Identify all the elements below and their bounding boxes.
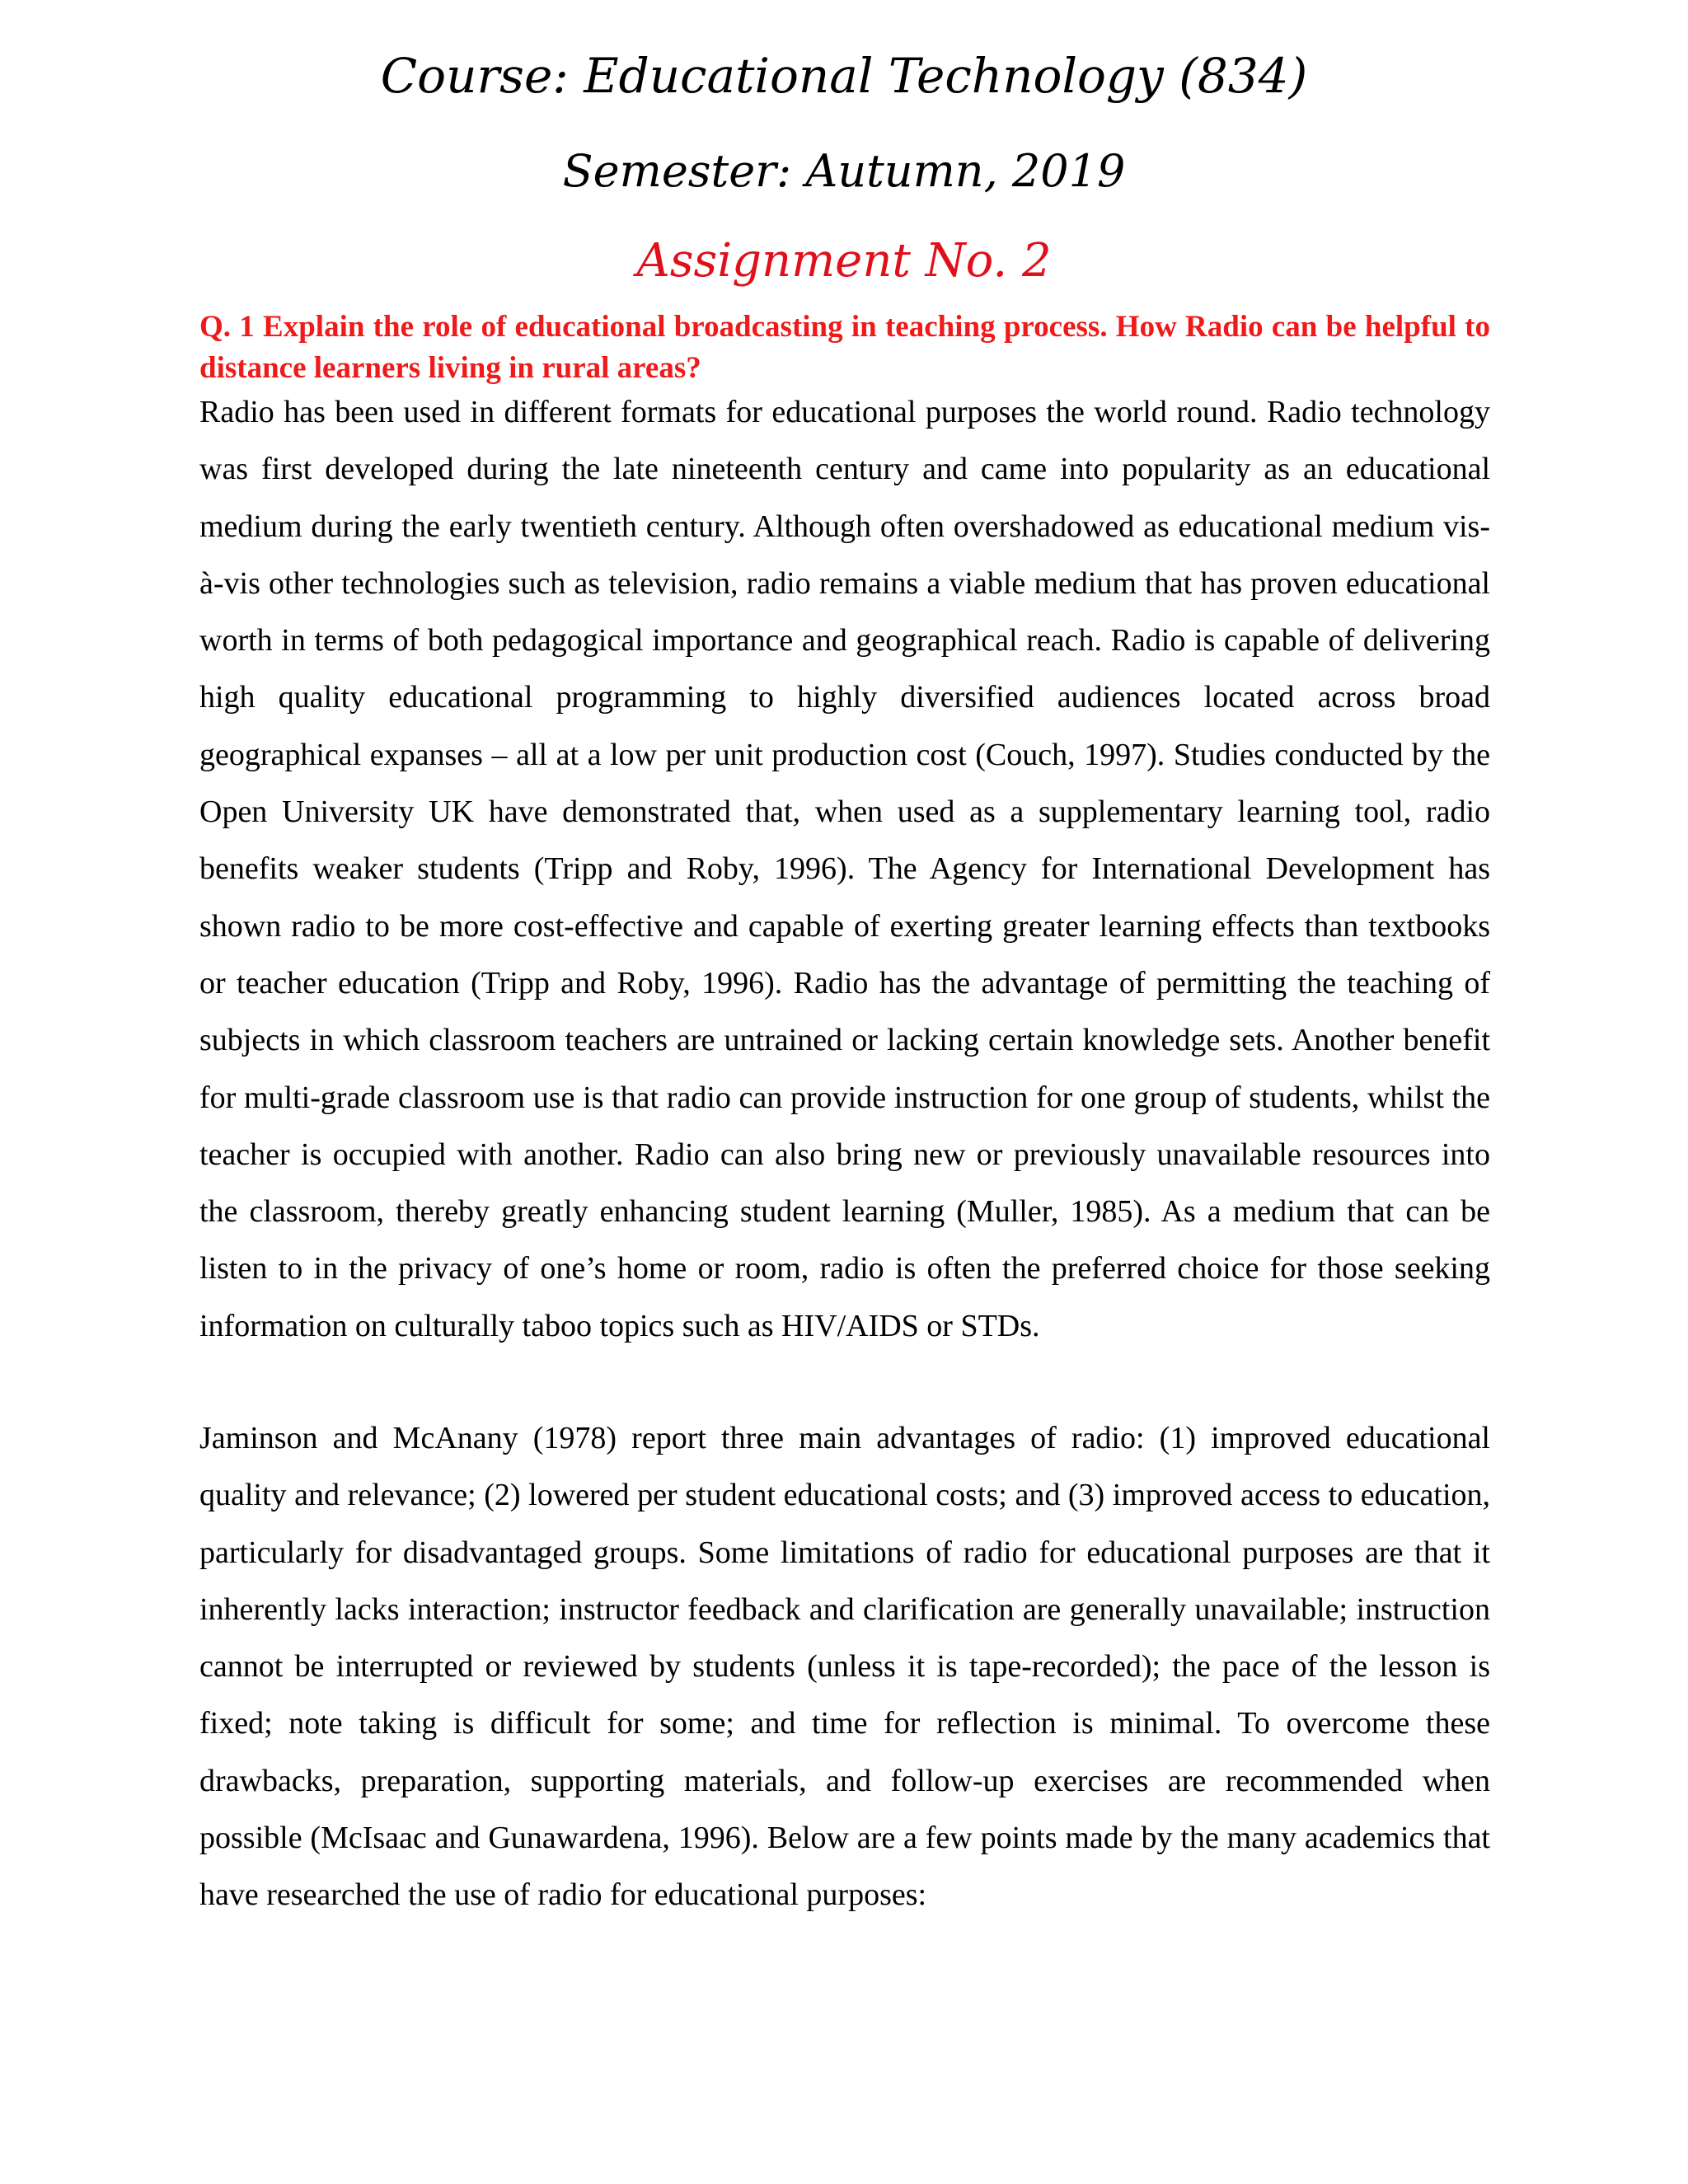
- answer-paragraph: Radio has been used in different formats for educational purposes the world round. Radio technology was first developed during the late nineteenth century and came into popularity as an educational medium during the early twentieth century. Although often overshadowed as educational medium vis-à-vis other technologies such as television, radio remains a viable medium that has proven educational worth in terms of both pedagogical importance and geographical reach. Radio is capable of delivering high quality educational programming to highly diversified audiences located across broad geographical expanses – all at a low per unit production cost (Couch, 1997). Studies conducted by the Open University UK have demonstrated that, when used as a supplementary learning tool, radio benefits weaker students (Tripp and Roby, 1996). The Agency for International Development has shown radio to be more cost-effective and capable of exerting greater learning effects than textbooks or teacher education (Tripp and Roby, 1996). Radio has the advantage of permitting the teaching of subjects in which classroom teachers are untrained or lacking certain knowledge sets. Another benefit for multi-grade classroom use is that radio can provide instruction for one group of students, whilst the teacher is occupied with another. Radio can also bring new or previously unavailable resources into the classroom, thereby greatly enhancing student learning (Muller, 1985). As a medium that can be listen to in the privacy of one’s home or room, radio is often the preferred choice for those seeking information on culturally taboo topics such as HIV/AIDS or STDs.: [199, 395, 1490, 1343]
- assignment-number-heading: Assignment No. 2: [636, 234, 1052, 288]
- answer-paragraph: Jaminson and McAnany (1978) report three main advantages of radio: (1) improved educational quality and relevance; (2) lowered per student educational costs; and (3) improved access to education, particularly for disadvantaged groups. Some limitations of radio for educational purposes are that it inherently lacks interaction; instructor feedback and clarification are generally unavailable; instruction cannot be interrupted or reviewed by students (unless it is tape-recorded); the pace of the lesson is fixed; note taking is difficult for some; and time for reflection is minimal. To overcome these drawbacks, preparation, supporting materials, and follow-up exercises are recommended when possible (McIsaac and Gunawardena, 1996). Below are a few points made by the many academics that have researched the use of radio for educational purposes:: [199, 1421, 1490, 1913]
- course-title: Course: Educational Technology (834): [380, 48, 1308, 104]
- question-1: Q. 1 Explain the role of educational broadcasting in teaching process. How Radio can be helpful to distance learners living in rural areas?: [199, 310, 1490, 385]
- semester-heading: Semester: Autumn, 2019: [562, 145, 1126, 197]
